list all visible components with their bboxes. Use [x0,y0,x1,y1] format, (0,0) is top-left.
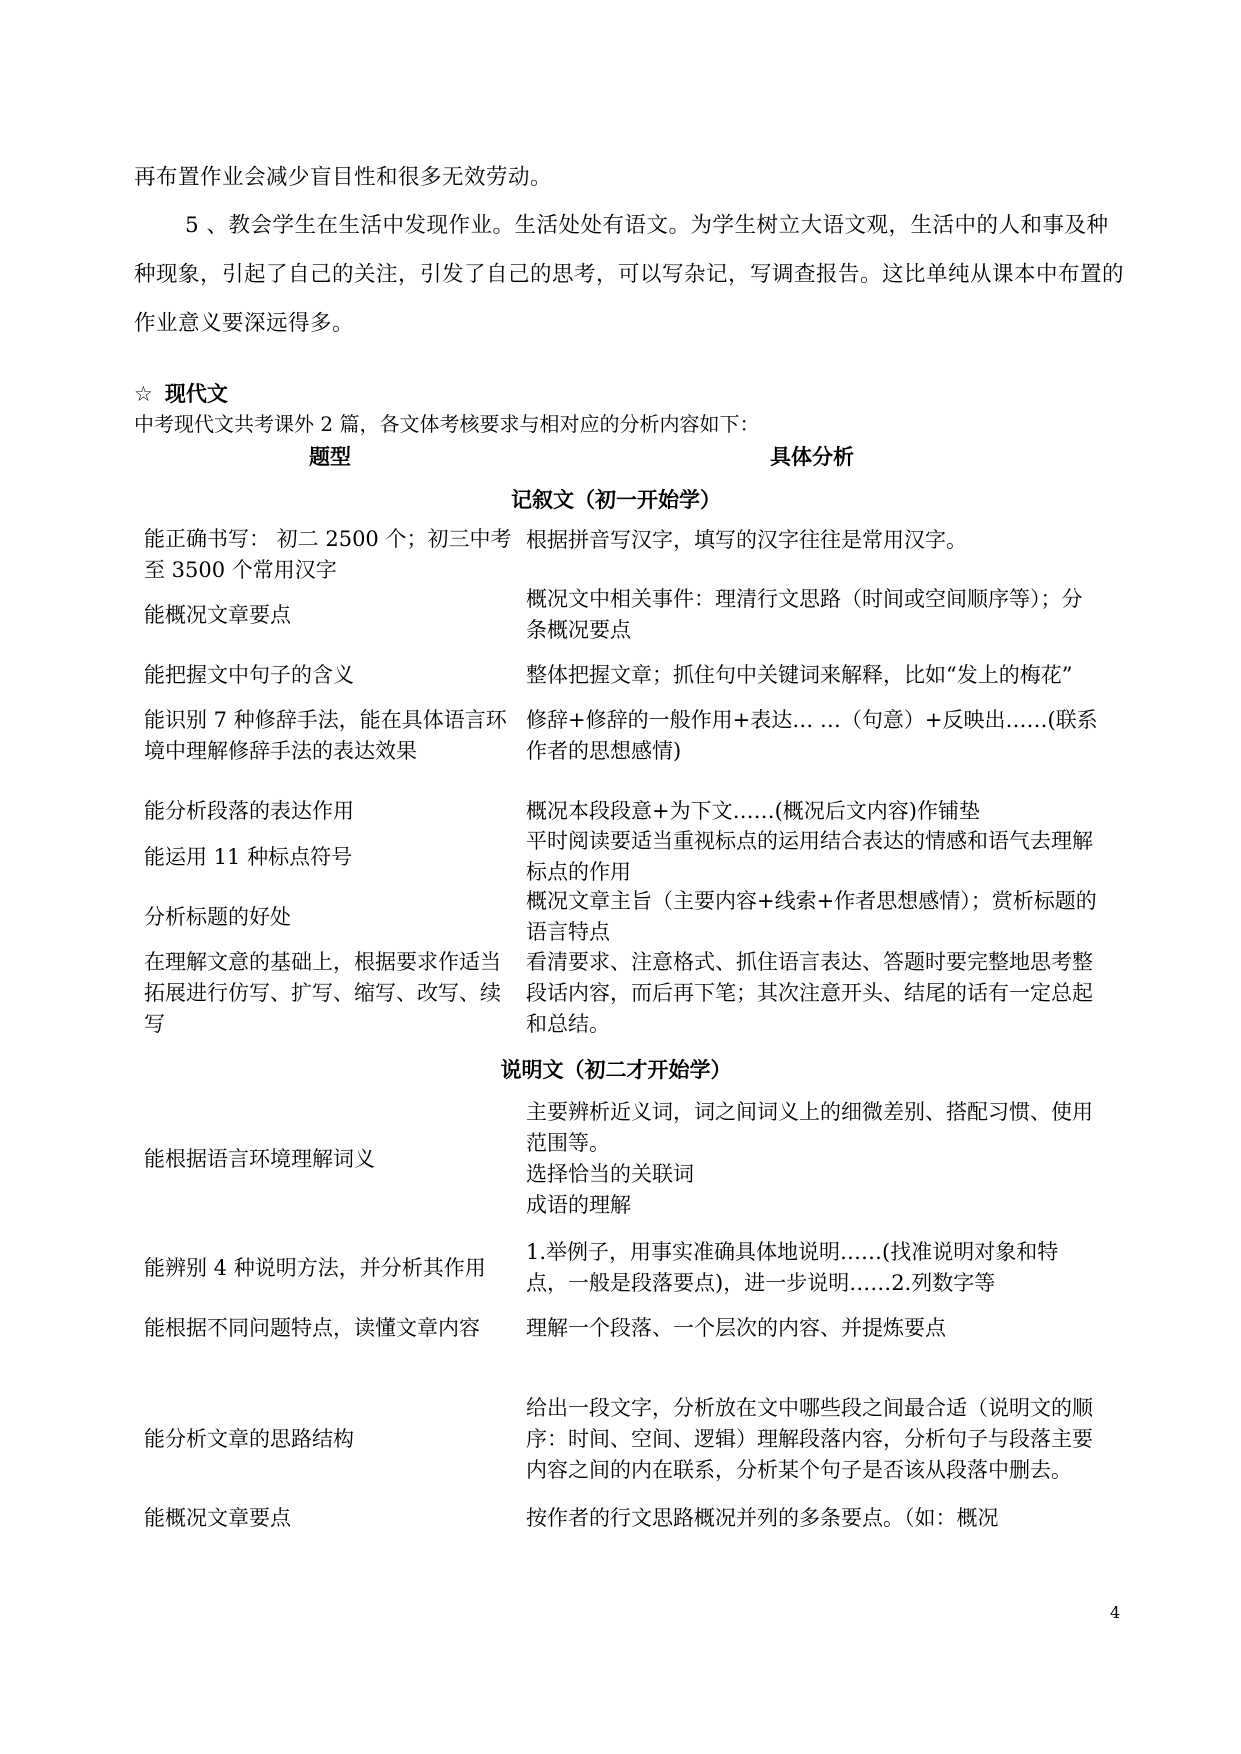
analysis-cell [526,1097,1098,1221]
table-row [134,585,1098,645]
analysis-cell: 按作者的行文思路概况并列的多条要点。（如：概况 [526,1505,999,1530]
analysis-cell: 理解一个段落、一个层次的内容、并提炼要点 [526,1316,946,1340]
header-analysis: 具体分析 [770,445,854,469]
expository-heading: 说明文（初二才开始学） [500,1057,732,1082]
requirement-cell: 能运用 11 种标点符号 [144,844,353,869]
requirement-cell: 能正确书写： 初二 2500 个；初三中考至 3500 个常用汉字 [144,527,512,582]
table-row [134,1377,1098,1501]
star-icon: ☆ [134,382,153,406]
table-row [134,1095,1098,1223]
analysis-table [134,440,1098,1535]
requirement-cell: 分析标题的好处 [144,904,291,929]
table-row [134,887,1098,947]
analysis-cell: 根据拼音写汉字，填写的汉字往往是常用汉字。 [526,528,967,552]
table-row [134,645,1098,705]
requirement-cell: 能识别 7 种修辞手法，能在具体语言环境中理解修辞手法的表达效果 [144,708,507,763]
analysis-cell: 整体把握文章；抓住句中关键词来解释，比如“发上的梅花” [526,662,1073,687]
table-header-row [134,440,1098,475]
requirement-cell: 能根据语言环境理解词义 [144,1146,375,1171]
table-row [134,705,1098,795]
narrative-heading: 记叙文（初一开始学） [511,487,721,512]
table-row [134,1313,1098,1377]
requirement-cell: 能辨别 4 种说明方法，并分析其作用 [144,1255,486,1280]
table-row [134,1223,1098,1313]
table-row [134,525,1098,585]
requirement-cell: 能分析段落的表达作用 [144,798,354,823]
analysis-cell: 概况文章主旨（主要内容+线索+作者思想感情）；赏析标题的语言特点 [526,889,1097,944]
requirement-cell: 能概况文章要点 [144,1505,291,1530]
analysis-cell: 平时阅读要适当重视标点的运用结合表达的情感和语气去理解标点的作用 [526,829,1093,884]
requirement-cell: 在理解文意的基础上，根据要求作适当拓展进行仿写、扩写、缩写、改写、续写 [144,950,501,1036]
analysis-cell: 给出一段文字，分析放在文中哪些段之间最合适（说明文的顺序：时间、空间、逻辑）理解段落内容，分析句子与段落主要内容之间的内在联系，分析某个句子是否该从段落中删去。 [526,1395,1093,1482]
table-row [134,947,1098,1045]
page-number: 4 [1110,1603,1121,1622]
requirement-cell: 能概况文章要点 [144,602,291,627]
paragraph-continuation: 再布置作业会减少盲目性和很多无效劳动。 [134,165,553,190]
header-question-type: 题型 [309,445,351,469]
section-intro: 中考现代文共考课外 2 篇，各文体考核要求与相对应的分析内容如下： [134,412,760,436]
requirement-cell: 能根据不同问题特点，读懂文章内容 [144,1316,480,1340]
analysis-cell: 概况文中相关事件：理清行文思路（时间或空间顺序等）；分条概况要点 [526,587,1083,642]
requirement-cell: 能把握文中句子的含义 [144,662,354,687]
table-row [134,1501,1098,1535]
analysis-cell: 修辞+修辞的一般作用+表达… …（句意）+反映出……(联系作者的思想感情) [526,708,1098,763]
analysis-line: 选择恰当的关联词 [526,1162,694,1186]
analysis-cell: 1.举例子，用事实准确具体地说明……(找准说明对象和特点，一般是段落要点)，进一步说明……2.列数字等 [526,1240,1059,1295]
paragraph-item-5: 5 、教会学生在生活中发现作业。生活处处有语文。为学生树立大语文观，生活中的人和事及种种现象，引起了自己的关注，引发了自己的思考，可以写杂记，写调查报告。这比单纯从课本中布置的作业意义要深远得多。 [134,213,1125,336]
table-row [134,795,1098,827]
section-title: 现代文 [164,382,228,406]
table-row [134,827,1098,887]
analysis-line: 成语的理解 [526,1193,631,1217]
requirement-cell: 能分析文章的思路结构 [144,1426,354,1451]
section-heading [134,380,228,408]
analysis-cell: 概况本段段意+为下文……(概况后文内容)作铺垫 [526,798,980,823]
analysis-line: 主要辨析近义词，词之间词义上的细微差别、搭配习惯、使用范围等。 [526,1100,1093,1155]
analysis-cell: 看清要求、注意格式、抓住语言表达、答题时要完整地思考整段话内容，而后再下笔；其次注意开头、结尾的话有一定总起和总结。 [526,950,1093,1036]
